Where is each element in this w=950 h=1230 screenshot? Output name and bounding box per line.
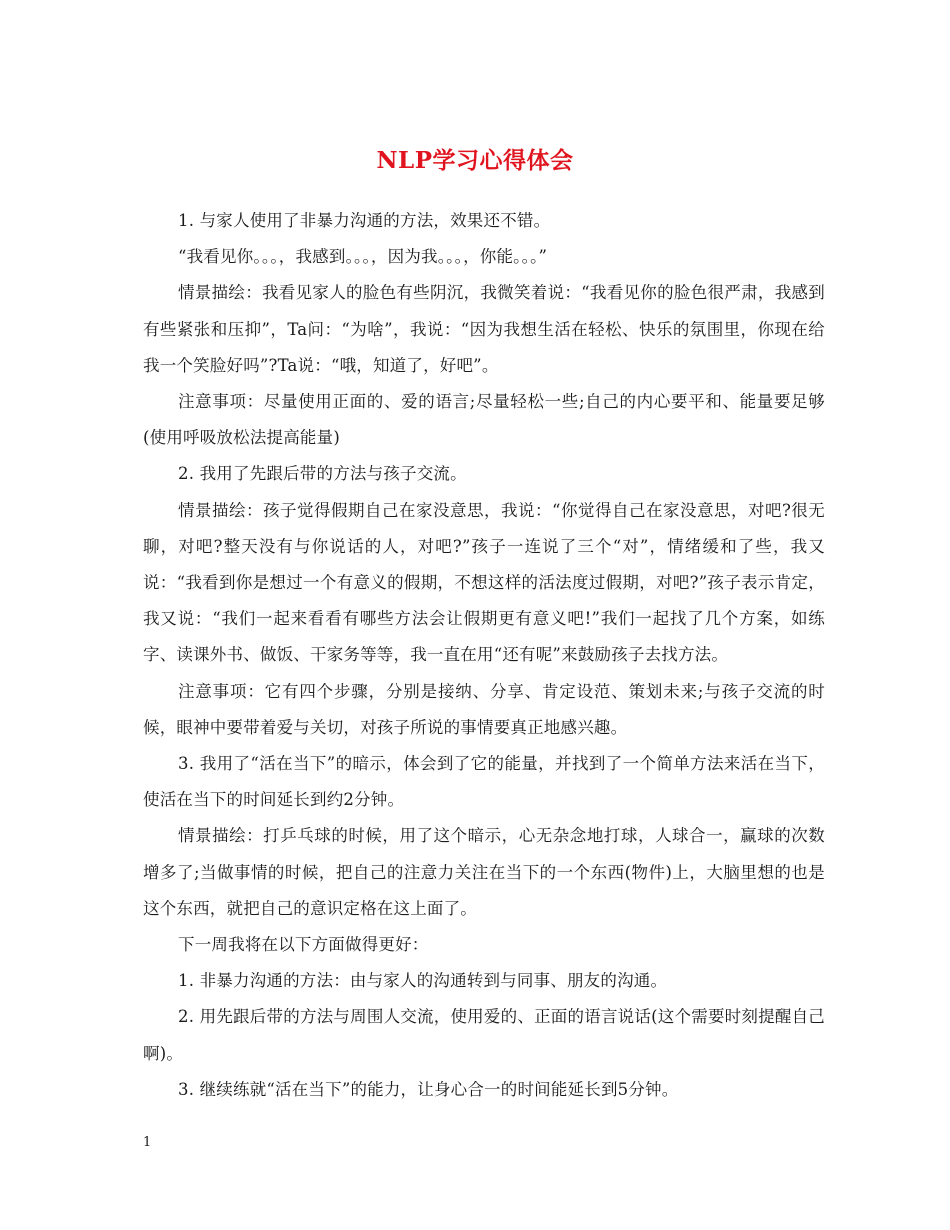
paragraph-6: 情景描绘：孩子觉得假期自己在家没意思，我说：“你觉得自己在家没意思，对吧?很无聊，对吧?整天没有与你说话的人，对吧?”孩子一连说了三个“对”，情绪缓和了些，我又说：“我看到你是想过一个有意义的假期，不想这样的活法度过假期，对吧?”孩子表示肯定，我又说：“我们一起来看看有哪些方法会让假期更有意义吧!”我们一起找了几个方案，如练字、读课外书、做饭、干家务等等，我一直在用“还有呢”来鼓励孩子去找方法。 xyxy=(143,500,825,665)
paragraph-9: 情景描绘：打乒乓球的时候，用了这个暗示，心无杂念地打球，人球合一，赢球的次数增多了;当做事情的时候，把自己的注意力关注在当下的一个东西(物件)上，大脑里想的也是这个东西，就把自己的意识定格在这上面了。 xyxy=(143,826,825,918)
paragraph-2: “我看见你。。。，我感到。。。，因为我。。。，你能。。。” xyxy=(178,247,548,267)
document-title: NLP学习心得体会 xyxy=(376,147,574,175)
page-number: 1 xyxy=(143,1135,152,1150)
document-body xyxy=(143,203,825,1108)
paragraph-5: 2. 我用了先跟后带的方法与孩子交流。 xyxy=(178,464,467,484)
paragraph-13: 3. 继续练就“活在当下”的能力，让身心合一的时间能延长到5分钟。 xyxy=(178,1079,679,1099)
paragraph-10: 下一周我将在以下方面做得更好： xyxy=(178,935,429,955)
paragraph-12: 2. 用先跟后带的方法与周围人交流，使用爱的、正面的语言说话(这个需要时刻提醒自己啊)。 xyxy=(143,1007,825,1063)
paragraph-11: 1. 非暴力沟通的方法：由与家人的沟通转到与同事、朋友的沟通。 xyxy=(178,971,668,991)
paragraph-7: 注意事项：它有四个步骤，分别是接纳、分享、肯定设范、策划未来;与孩子交流的时候，眼神中要带着爱与关切，对孩子所说的事情要真正地感兴趣。 xyxy=(143,681,825,737)
paragraph-1: 1. 与家人使用了非暴力沟通的方法，效果还不错。 xyxy=(178,211,551,230)
paragraph-4: 注意事项：尽量使用正面的、爱的语言;尽量轻松一些;自己的内心要平和、能量要足够(使用呼吸放松法提高能量) xyxy=(143,392,825,448)
paragraph-3: 情景描绘：我看见家人的脸色有些阴沉，我微笑着说：“我看见你的脸色很严肃，我感到有些紧张和压抑”，Ta问：“为啥”，我说：“因为我想生活在轻松、快乐的氛围里，你现在给我一个笑脸好吗”?Ta说：“哦，知道了，好吧”。 xyxy=(143,283,825,375)
paragraph-8: 3. 我用了“活在当下”的暗示，体会到了它的能量，并找到了一个简单方法来活在当下，使活在当下的时间延长到约2分钟。 xyxy=(143,754,825,810)
